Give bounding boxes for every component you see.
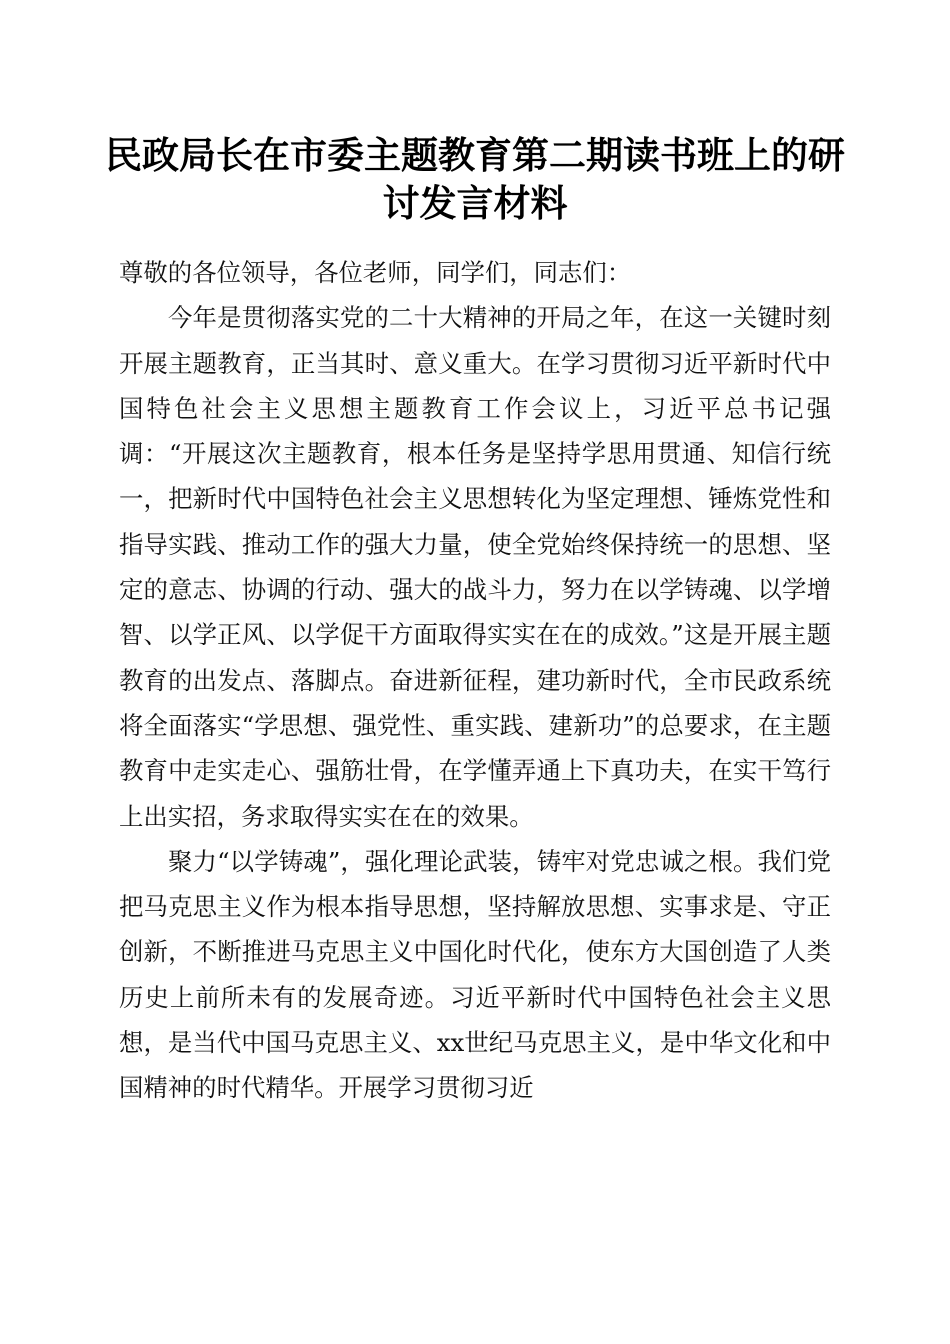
paragraph-study-soul: 聚力“以学铸魂”，强化理论武装，铸牢对党忠诚之根。我们党把马克思主义作为根本指导思想，坚持解放思想、实事求是、守正创新，不断推进马克思主义中国化时代化，使东方大国创造了人类历史上前所未有的发展奇迹。习近平新时代中国特色社会主义思想，是当代中国马克思主义、xx世纪马克思主义，是中华文化和中国精神的时代精华。开展学习贯彻习近 [119,846,831,1103]
document-title: 民政局长在市委主题教育第二期读书班上的研讨发言材料 [105,133,845,225]
document-body [119,250,831,1111]
salutation: 尊敬的各位领导，各位老师，同学们，同志们： [119,258,632,287]
paragraph-intro: 今年是贯彻落实党的二十大精神的开局之年，在这一关键时刻开展主题教育，正当其时、意义重大。在学习贯彻习近平新时代中国特色社会主义思想主题教育工作会议上，习近平总书记强调：“开展这次主题教育，根本任务是坚持学思用贯通、知信行统一，把新时代中国特色社会主义思想转化为坚定理想、锤炼党性和指导实践、推动工作的强大力量，使全党始终保持统一的思想、坚定的意志、协调的行动、强大的战斗力，努力在以学铸魂、以学增智、以学正风、以学促干方面取得实实在在的成效。”这是开展主题教育的出发点、落脚点。奋进新征程，建功新时代，全市民政系统将全面落实“学思想、强党性、重实践、建新功”的总要求，在主题教育中走实走心、强筋壮骨，在学懂弄通上下真功夫，在实干笃行上出实招，务求取得实实在在的效果。 [119,303,831,831]
